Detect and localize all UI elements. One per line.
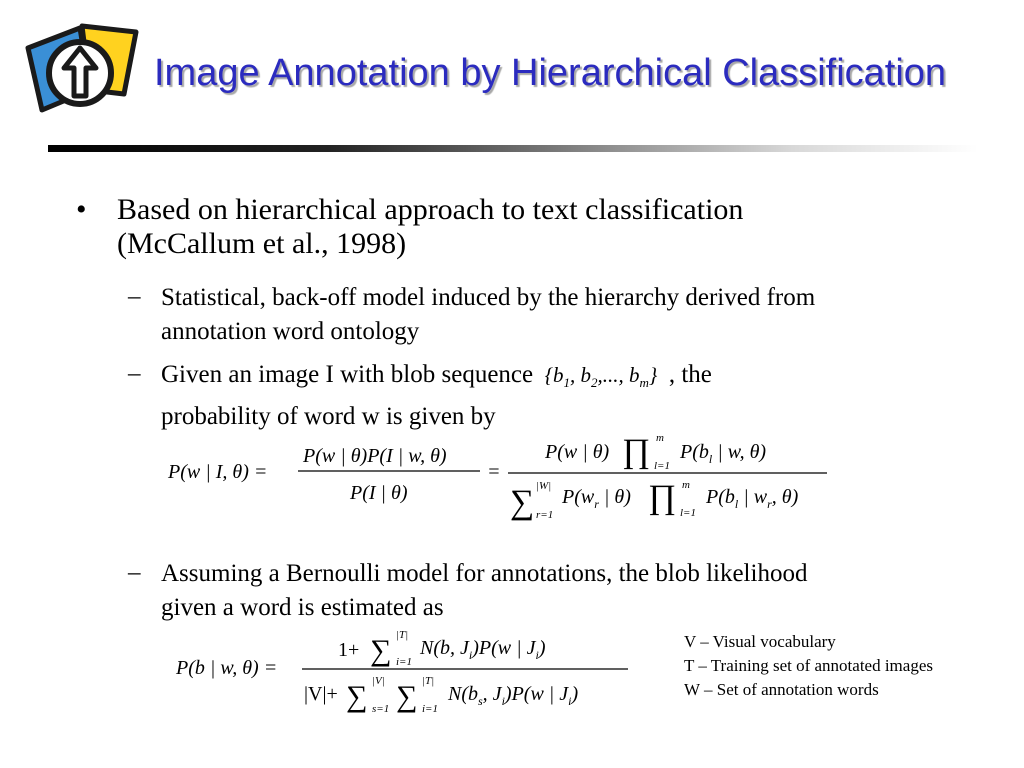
- sub-bullet-1: [161, 281, 921, 349]
- notation-legend: [684, 630, 933, 702]
- legend-item-training-set: T – Training set of annotated images: [684, 656, 933, 675]
- svg-text:P(wr | θ): $P(w_r$ | θ): [562, 486, 631, 511]
- svg-text:s=1: s=1: [372, 703, 390, 715]
- legend-item-visual-vocabulary: V – Visual vocabulary: [684, 632, 836, 651]
- sub-bullet-2-line2: probability of word w is given by: [161, 403, 496, 431]
- sub-bullet-1-line2: annotation word ontology: [161, 318, 420, 345]
- svg-text:P(b | w, θ) =: P(b | w, θ) =: [176, 657, 278, 679]
- svg-text:i=1: i=1: [396, 656, 412, 668]
- svg-text:P(bl | w, θ): $P(b_l$ | w, θ): [680, 441, 767, 466]
- sub-bullet-2: [161, 358, 921, 434]
- svg-text:P(w | θ)P(I | w, θ): P(w | θ)P(I | w, θ): [303, 445, 447, 467]
- sub-bullet-3-line2: given a word is estimated as: [161, 594, 444, 621]
- svg-text:=: =: [487, 461, 501, 483]
- svg-text:∑: ∑: [510, 484, 535, 521]
- legend-item-annotation-words: W – Set of annotation words: [684, 680, 879, 699]
- sub-bullet-3-line1: Assuming a Bernoulli model for annotations, the blob likelihood: [161, 560, 808, 587]
- sub-bullet-2-line1-start: Given an image I with blob sequence: [161, 361, 534, 388]
- sub-bullet-1-line1: Statistical, back-off model induced by the hierarchy derived from: [161, 284, 816, 311]
- svg-text:i=1: i=1: [422, 703, 438, 715]
- svg-text:1+: 1+: [338, 639, 360, 661]
- sub-bullet-2-line1: [161, 358, 921, 400]
- svg-text:∑: ∑: [370, 634, 392, 667]
- svg-text:∑: ∑: [396, 680, 418, 713]
- sub-bullet-3: [161, 557, 921, 625]
- svg-text:|T|: |T|: [396, 629, 409, 641]
- svg-text:∏: ∏: [648, 479, 676, 516]
- posterior-equation: [160, 428, 840, 528]
- svg-text:|V|+: |V|+: [304, 683, 338, 705]
- blob-likelihood-equation: [170, 620, 650, 720]
- bullet-main-line2: (McCallum et al., 1998): [117, 227, 407, 260]
- blob-sequence: {$b_1$, $b_2$,..., $b_m$}: [539, 363, 663, 391]
- svg-text:|V|: |V|: [372, 675, 385, 687]
- svg-text:|W|: |W|: [536, 480, 552, 492]
- arrow-up-logo-icon: [20, 18, 144, 126]
- svg-text:l=1: l=1: [680, 507, 696, 519]
- svg-text:N(b, Ji)P(w | Ji): N(b, $J_i)P(w$ | $J_i$): [420, 637, 546, 662]
- svg-text:l=1: l=1: [654, 460, 670, 472]
- sub-bullet-1-marker: –: [128, 283, 141, 310]
- bullet-main: [117, 193, 857, 261]
- svg-text:r=1: r=1: [536, 509, 554, 521]
- bullet-main-line1: Based on hierarchical approach to text classification: [117, 193, 744, 226]
- svg-text:N(bs, Ji)P(w | Ji): $N(b_s$, $J_i)P(w$ | $J_i$): [448, 683, 579, 708]
- svg-text:P(w | I, θ) =: P(w | I, θ) =: [168, 461, 268, 483]
- svg-text:|T|: |T|: [422, 675, 435, 687]
- svg-text:P(bl | wr, θ): $P(b_l$ | $w_r$, θ): [706, 486, 799, 511]
- bullet-marker: •: [76, 193, 87, 226]
- slide-title: Image Annotation by Hierarchical Classification: [154, 52, 947, 94]
- svg-text:m: m: [656, 432, 664, 444]
- sub-bullet-2-marker: –: [128, 360, 141, 387]
- svg-text:P(w | θ): P(w | θ): [545, 441, 610, 463]
- sub-bullet-3-marker: –: [128, 559, 141, 586]
- svg-text:∑: ∑: [346, 680, 368, 713]
- svg-text:∏: ∏: [622, 433, 650, 470]
- title-divider: [48, 145, 978, 152]
- svg-text:m: m: [682, 479, 690, 491]
- logo: [20, 18, 144, 126]
- svg-text:P(I | θ): P(I | θ): [350, 482, 408, 504]
- sub-bullet-2-line1-end: , the: [668, 361, 712, 388]
